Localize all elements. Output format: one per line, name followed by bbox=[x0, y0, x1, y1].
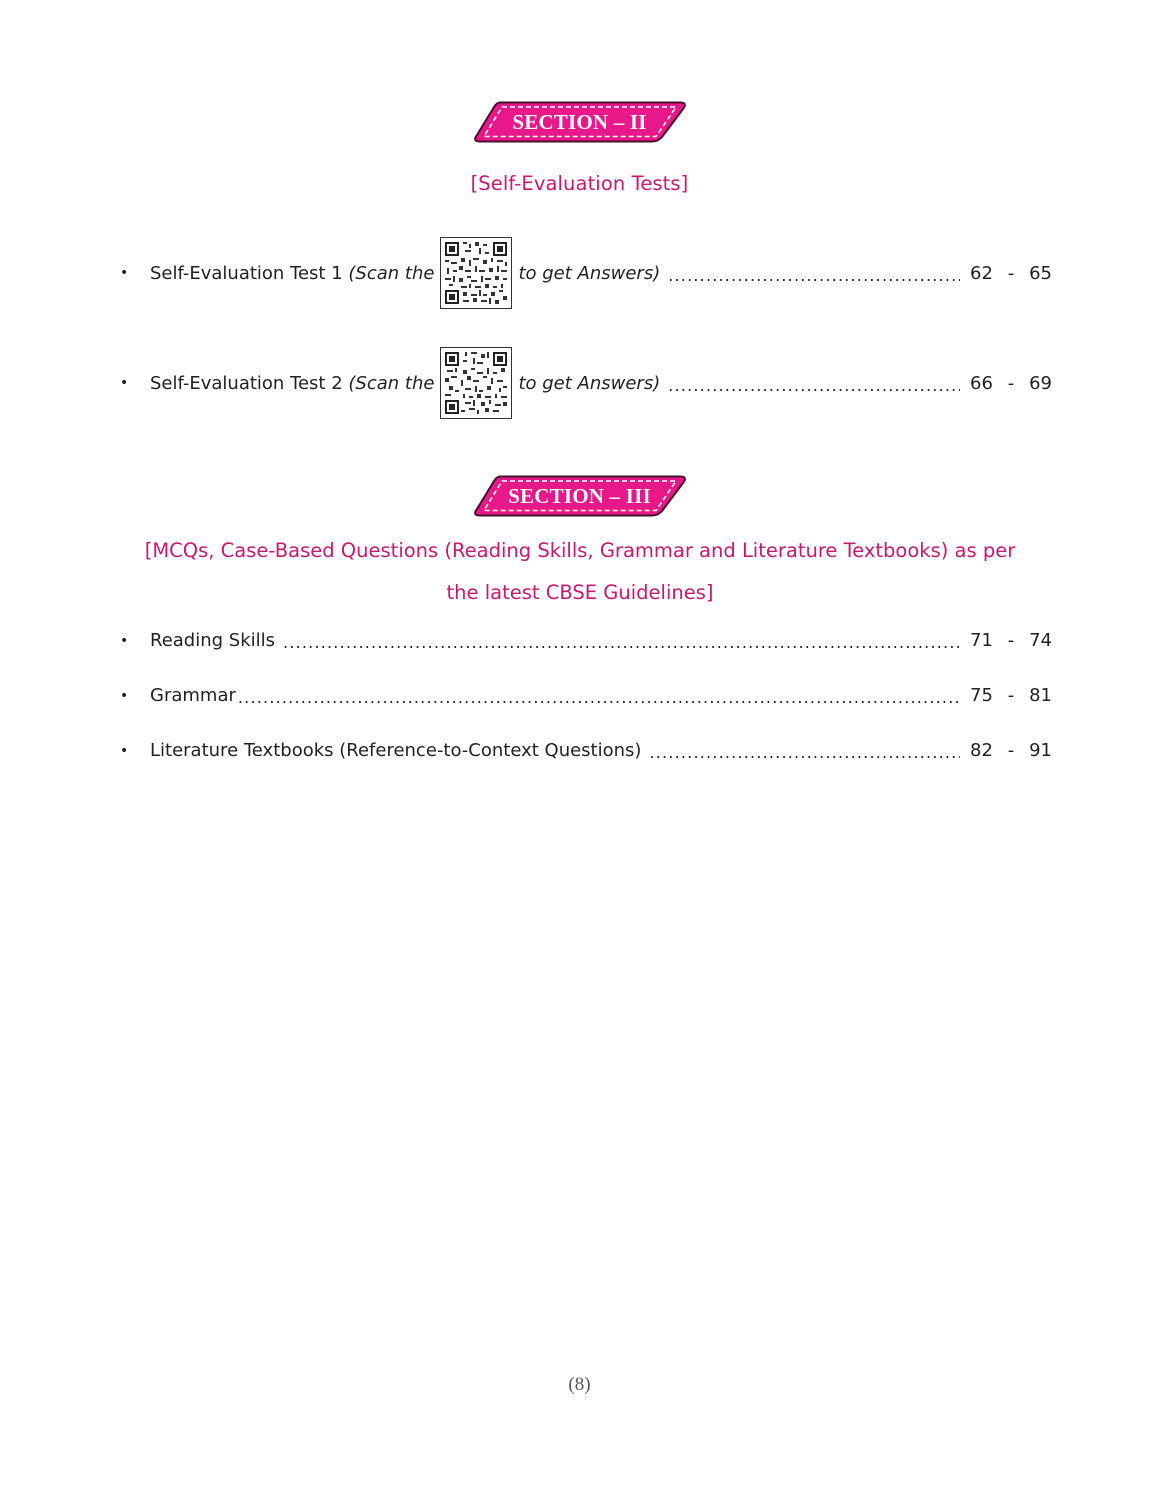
page-number: (8) bbox=[568, 1374, 591, 1395]
page-separator: - bbox=[1007, 630, 1015, 651]
dot-leader bbox=[668, 266, 960, 285]
dot-leader bbox=[668, 376, 960, 395]
dot-leader bbox=[649, 743, 960, 762]
toc-row-literature-textbooks[interactable] bbox=[118, 740, 1052, 761]
bullet: • bbox=[120, 687, 129, 704]
toc-row-reading-skills[interactable] bbox=[118, 630, 1052, 651]
scan-instruction-suffix: to get Answers) bbox=[518, 262, 661, 284]
page-range bbox=[970, 630, 1052, 651]
qr-code-pattern-icon bbox=[443, 240, 509, 306]
scan-instruction-prefix: (Scan the bbox=[348, 262, 435, 284]
toc-row-self-evaluation-test-1[interactable] bbox=[118, 237, 1052, 309]
page-separator: - bbox=[1007, 262, 1015, 284]
bullet: • bbox=[120, 742, 129, 759]
section-2-badge-container bbox=[0, 101, 1159, 143]
page-separator: - bbox=[1007, 372, 1015, 394]
section-2-subtitle: [Self-Evaluation Tests] bbox=[470, 172, 689, 195]
section-3-badge-label: SECTION – III bbox=[508, 484, 651, 508]
page-range bbox=[970, 740, 1052, 761]
section-2-badge-label: SECTION – II bbox=[512, 110, 647, 134]
bullet: • bbox=[120, 265, 129, 281]
section-3-badge-container bbox=[0, 475, 1159, 517]
scan-instruction-suffix: to get Answers) bbox=[518, 372, 661, 394]
page-end: 91 bbox=[1029, 740, 1052, 761]
scan-instruction-prefix: (Scan the bbox=[348, 372, 435, 394]
dot-leader bbox=[283, 633, 960, 652]
section-3-subtitle bbox=[100, 530, 1060, 614]
page-separator: - bbox=[1007, 685, 1015, 706]
page-end: 81 bbox=[1029, 685, 1052, 706]
qr-code-pattern-icon bbox=[443, 350, 509, 416]
page-start: 82 bbox=[970, 740, 993, 761]
page-range bbox=[970, 685, 1052, 706]
toc-entry-label: Literature Textbooks (Reference-to-Context Questions) bbox=[150, 740, 642, 761]
toc-entry-label: Self-Evaluation Test 1 (Scan the bbox=[150, 262, 435, 284]
bullet: • bbox=[120, 375, 129, 391]
toc-entry-label: Reading Skills bbox=[150, 630, 276, 651]
page-end: 69 bbox=[1029, 372, 1052, 394]
section-3-subtitle-line-1: [MCQs, Case-Based Questions (Reading Skills, Grammar and Literature Textbooks) as per bbox=[144, 539, 1016, 562]
toc-row-grammar[interactable] bbox=[118, 685, 1052, 706]
qr-code-icon[interactable] bbox=[440, 237, 512, 309]
section-3-subtitle-line-2: the latest CBSE Guidelines] bbox=[446, 581, 714, 604]
page-start: 66 bbox=[970, 372, 993, 394]
toc-row-self-evaluation-test-2[interactable] bbox=[118, 347, 1052, 419]
page-end: 74 bbox=[1029, 630, 1052, 651]
page-range bbox=[970, 263, 1052, 284]
page-start: 62 bbox=[970, 262, 993, 284]
page-start: 71 bbox=[970, 630, 993, 651]
toc-entry-label: Self-Evaluation Test 2 (Scan the bbox=[150, 372, 435, 394]
dot-leader bbox=[238, 688, 960, 707]
page-range bbox=[970, 373, 1052, 394]
toc-entry-label: Grammar bbox=[150, 685, 236, 706]
bullet: • bbox=[120, 632, 129, 649]
page-separator: - bbox=[1007, 740, 1015, 761]
qr-code-icon[interactable] bbox=[440, 347, 512, 419]
page-end: 65 bbox=[1029, 262, 1052, 284]
page-start: 75 bbox=[970, 685, 993, 706]
section-2-badge bbox=[472, 101, 688, 143]
section-3-badge bbox=[472, 475, 688, 517]
